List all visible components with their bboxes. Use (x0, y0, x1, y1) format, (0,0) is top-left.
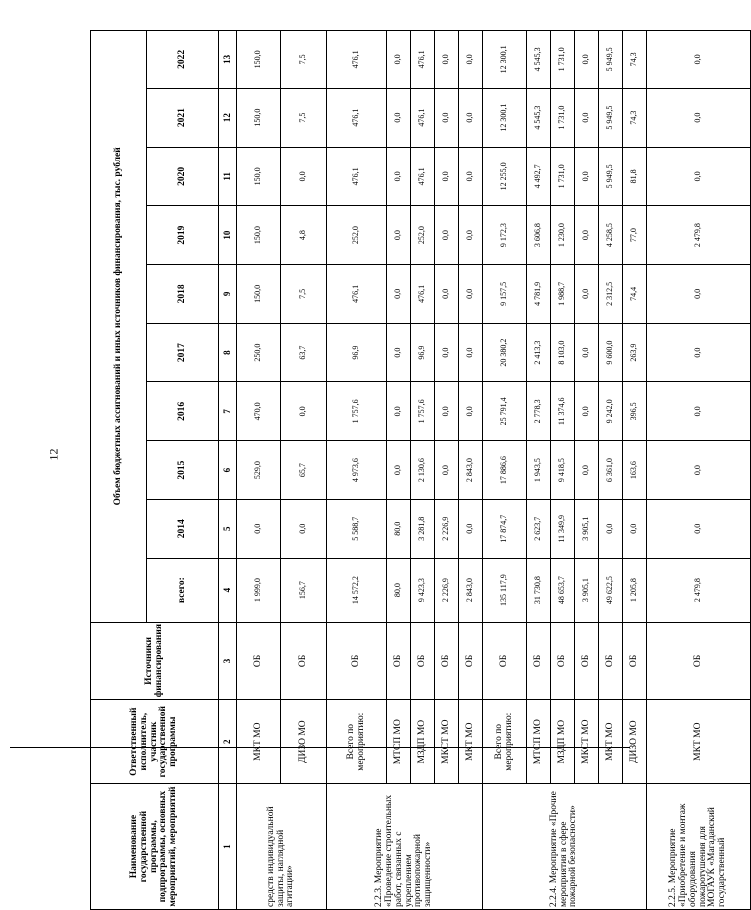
row-value: 396,5 (623, 382, 647, 441)
row-value: 81,8 (623, 147, 647, 206)
table-row (327, 31, 387, 910)
row-value: 9 242,0 (599, 382, 623, 441)
row-value: 2 623,7 (527, 499, 551, 558)
row-source: ОБ (281, 622, 327, 700)
row-value: 1 757,6 (327, 382, 387, 441)
row-value: 25 791,4 (483, 382, 527, 441)
header-year: 2016 (147, 382, 219, 441)
row-executor: МТСП МО (527, 700, 551, 784)
row-value: 80,0 (387, 558, 411, 622)
row-value: 476,1 (327, 31, 387, 89)
row-value: 1 988,7 (551, 264, 575, 323)
row-executor: МКТ МО (459, 700, 483, 784)
page-number: 12 (46, 448, 61, 461)
row-value: 0,0 (459, 382, 483, 441)
row-value: 17 874,7 (483, 499, 527, 558)
row-value: 0,0 (575, 147, 599, 206)
row-value: 48 653,7 (551, 558, 575, 622)
row-value: 11 349,9 (551, 499, 575, 558)
row-value: 0,0 (599, 499, 623, 558)
row-value: 4 973,6 (327, 441, 387, 500)
row-value: 2 226,9 (435, 558, 459, 622)
row-source: ОБ (327, 622, 387, 700)
row-value: 3 606,8 (527, 206, 551, 265)
row-value: 0,0 (435, 441, 459, 500)
row-value: 3 905,1 (575, 558, 599, 622)
row-value: 476,1 (327, 264, 387, 323)
row-value: 0,0 (575, 264, 599, 323)
row-source: ОБ (647, 622, 751, 700)
row-value: 0,0 (459, 264, 483, 323)
table-row (411, 31, 435, 910)
table-row (281, 31, 327, 910)
header-year: 2020 (147, 147, 219, 206)
row-value: 5 588,7 (327, 499, 387, 558)
row-value: 2 479,8 (647, 558, 751, 622)
row-value: 63,7 (281, 323, 327, 382)
row-value: 252,0 (327, 206, 387, 265)
row-value: 0,0 (575, 88, 599, 147)
column-index: 2 (219, 700, 237, 784)
column-index: 8 (219, 323, 237, 382)
header-year: всего: (147, 558, 219, 622)
column-index: 3 (219, 622, 237, 700)
row-executor: ДИЗО МО (281, 700, 327, 784)
row-value: 476,1 (327, 147, 387, 206)
column-index: 6 (219, 441, 237, 500)
row-value: 7,5 (281, 88, 327, 147)
row-value: 1 205,8 (623, 558, 647, 622)
row-value: 7,5 (281, 31, 327, 89)
column-index: 10 (219, 206, 237, 265)
row-value: 0,0 (575, 382, 599, 441)
row-value: 9 423,3 (411, 558, 435, 622)
row-value: 0,0 (435, 88, 459, 147)
row-value: 0,0 (647, 382, 751, 441)
row-value: 4 492,7 (527, 147, 551, 206)
row-value: 0,0 (281, 499, 327, 558)
row-value: 1 731,0 (551, 147, 575, 206)
row-value: 17 886,6 (483, 441, 527, 500)
table-row (527, 31, 551, 910)
row-value: 2 413,3 (527, 323, 551, 382)
row-value: 470,0 (237, 382, 281, 441)
table-row (435, 31, 459, 910)
row-executor: МКСТ МО (575, 700, 599, 784)
table-row (575, 31, 599, 910)
row-source: ОБ (459, 622, 483, 700)
row-value: 252,0 (411, 206, 435, 265)
row-value: 0,0 (387, 382, 411, 441)
row-source: ОБ (527, 622, 551, 700)
row-value: 1 731,0 (551, 88, 575, 147)
row-value: 9 418,5 (551, 441, 575, 500)
row-value: 163,6 (623, 441, 647, 500)
row-value: 3 905,1 (575, 499, 599, 558)
row-value: 150,0 (237, 206, 281, 265)
column-index: 5 (219, 499, 237, 558)
row-name: 2.2.4. Мероприятие «Прочие мероприятия в сфере пожарной безопасности» (483, 784, 647, 910)
row-value: 529,0 (237, 441, 281, 500)
row-value: 3 281,8 (411, 499, 435, 558)
table-row (647, 31, 751, 910)
row-value: 2 130,6 (411, 441, 435, 500)
column-index: 9 (219, 264, 237, 323)
row-value: 0,0 (647, 264, 751, 323)
row-value: 5 949,5 (599, 31, 623, 89)
column-index: 12 (219, 88, 237, 147)
row-value: 0,0 (281, 147, 327, 206)
row-source: ОБ (551, 622, 575, 700)
column-index: 4 (219, 558, 237, 622)
row-value: 0,0 (575, 323, 599, 382)
row-value: 0,0 (575, 206, 599, 265)
row-executor: МКТ МО (599, 700, 623, 784)
row-value: 14 572,2 (327, 558, 387, 622)
row-value: 12 255,0 (483, 147, 527, 206)
row-value: 0,0 (435, 147, 459, 206)
row-value: 0,0 (647, 88, 751, 147)
row-value: 0,0 (237, 499, 281, 558)
row-value: 0,0 (647, 499, 751, 558)
row-value: 1 731,0 (551, 31, 575, 89)
row-executor: ДИЗО МО (623, 700, 647, 784)
row-value: 0,0 (435, 31, 459, 89)
row-value: 4 545,3 (527, 31, 551, 89)
table-row (551, 31, 575, 910)
column-index: 13 (219, 31, 237, 89)
row-value: 77,0 (623, 206, 647, 265)
row-value: 65,7 (281, 441, 327, 500)
row-source: ОБ (575, 622, 599, 700)
header-source: Источники финансирования (91, 622, 219, 700)
row-value: 0,0 (623, 499, 647, 558)
row-value: 4 781,9 (527, 264, 551, 323)
header-name: Наименование государственной программы, подпрограммы, основных мероприятий, мероприятий (91, 784, 219, 910)
row-value: 7,5 (281, 264, 327, 323)
row-value: 31 730,8 (527, 558, 551, 622)
rotated-table-container (90, 30, 728, 910)
row-value: 49 622,5 (599, 558, 623, 622)
row-value: 150,0 (237, 88, 281, 147)
row-executor: Всего по мероприятию: (483, 700, 527, 784)
header-year: 2015 (147, 441, 219, 500)
row-value: 96,9 (327, 323, 387, 382)
row-value: 476,1 (411, 88, 435, 147)
row-name: средств индивидуальной защиты, наглядной агитации» (237, 784, 327, 910)
row-value: 476,1 (411, 264, 435, 323)
row-executor: МЗДП МО (551, 700, 575, 784)
row-value: 150,0 (237, 147, 281, 206)
rotated-table-canvas (90, 30, 728, 910)
row-value: 12 300,1 (483, 88, 527, 147)
row-executor: МКТ МО (237, 700, 281, 784)
row-value: 9 172,3 (483, 206, 527, 265)
row-value: 96,9 (411, 323, 435, 382)
row-value: 74,4 (623, 264, 647, 323)
column-index: 1 (219, 784, 237, 910)
row-value: 4 258,5 (599, 206, 623, 265)
row-value: 20 380,2 (483, 323, 527, 382)
row-executor: МТСП МО (387, 700, 411, 784)
row-value: 0,0 (575, 441, 599, 500)
row-value: 1 230,0 (551, 206, 575, 265)
header-budget: Объем бюджетных ассигнований и иных источников финансирования, тыс. рублей (91, 31, 147, 623)
row-value: 0,0 (387, 31, 411, 89)
row-value: 0,0 (459, 499, 483, 558)
row-value: 74,3 (623, 31, 647, 89)
row-value: 250,0 (237, 323, 281, 382)
row-value: 2 312,5 (599, 264, 623, 323)
table-row (459, 31, 483, 910)
row-executor: МЗДП МО (411, 700, 435, 784)
row-value: 0,0 (281, 382, 327, 441)
row-value: 1 943,5 (527, 441, 551, 500)
row-value: 150,0 (237, 31, 281, 89)
row-value: 150,0 (237, 264, 281, 323)
header-year: 2022 (147, 31, 219, 89)
header-year: 2017 (147, 323, 219, 382)
row-value: 0,0 (647, 147, 751, 206)
row-value: 0,0 (387, 206, 411, 265)
row-value: 0,0 (435, 206, 459, 265)
row-value: 263,9 (623, 323, 647, 382)
row-value: 0,0 (459, 323, 483, 382)
table-row (237, 31, 281, 910)
row-value: 5 949,5 (599, 88, 623, 147)
row-value: 0,0 (459, 206, 483, 265)
column-index: 11 (219, 147, 237, 206)
row-value: 4 545,3 (527, 88, 551, 147)
table-row (599, 31, 623, 910)
row-value: 80,0 (387, 499, 411, 558)
row-value: 476,1 (411, 147, 435, 206)
row-value: 2 778,3 (527, 382, 551, 441)
row-source: ОБ (387, 622, 411, 700)
row-value: 9 157,5 (483, 264, 527, 323)
row-value: 0,0 (387, 88, 411, 147)
row-value: 1 757,6 (411, 382, 435, 441)
row-source: ОБ (599, 622, 623, 700)
row-value: 0,0 (387, 323, 411, 382)
row-value: 476,1 (327, 88, 387, 147)
row-value: 6 361,0 (599, 441, 623, 500)
row-value: 2 843,0 (459, 558, 483, 622)
row-value: 0,0 (647, 31, 751, 89)
table-row (483, 31, 527, 910)
row-value: 0,0 (387, 147, 411, 206)
row-value: 0,0 (387, 264, 411, 323)
row-value: 476,1 (411, 31, 435, 89)
row-executor: МКСТ МО (435, 700, 459, 784)
row-value: 2 479,8 (647, 206, 751, 265)
row-value: 11 374,6 (551, 382, 575, 441)
row-name: 2.2.5. Мероприятие «Приобретение и монтаж оборудования пожаротушения для МОГАУК «Магаданский государственный (647, 784, 751, 910)
row-source: ОБ (483, 622, 527, 700)
row-executor: Всего по мероприятию: (327, 700, 387, 784)
row-value: 2 843,0 (459, 441, 483, 500)
header-executor: Ответственный исполнитель, участник государственной программы (91, 700, 219, 784)
header-year: 2018 (147, 264, 219, 323)
row-value: 0,0 (435, 323, 459, 382)
row-value: 0,0 (647, 323, 751, 382)
row-value: 0,0 (647, 441, 751, 500)
header-year: 2019 (147, 206, 219, 265)
row-value: 74,3 (623, 88, 647, 147)
row-value: 0,0 (459, 147, 483, 206)
row-source: ОБ (411, 622, 435, 700)
row-value: 2 226,9 (435, 499, 459, 558)
row-value: 0,0 (387, 441, 411, 500)
table-row (387, 31, 411, 910)
row-value: 0,0 (459, 31, 483, 89)
row-value: 12 300,1 (483, 31, 527, 89)
row-value: 8 103,0 (551, 323, 575, 382)
header-year: 2014 (147, 499, 219, 558)
row-value: 156,7 (281, 558, 327, 622)
row-value: 0,0 (459, 88, 483, 147)
row-source: ОБ (237, 622, 281, 700)
row-source: ОБ (623, 622, 647, 700)
row-value: 9 600,0 (599, 323, 623, 382)
row-value: 4,8 (281, 206, 327, 265)
row-value: 0,0 (575, 31, 599, 89)
column-index: 7 (219, 382, 237, 441)
row-value: 1 999,0 (237, 558, 281, 622)
row-source: ОБ (435, 622, 459, 700)
row-name: 2.2.3. Мероприятие «Проведение строительных работ, связанных с укреплением противопожарной защищенности» (327, 784, 483, 910)
budget-table (90, 30, 751, 910)
row-value: 135 117,9 (483, 558, 527, 622)
row-executor: МКТ МО (647, 700, 751, 784)
row-value: 5 949,5 (599, 147, 623, 206)
row-value: 0,0 (435, 264, 459, 323)
header-year: 2021 (147, 88, 219, 147)
row-value: 0,0 (435, 382, 459, 441)
table-row (623, 31, 647, 910)
